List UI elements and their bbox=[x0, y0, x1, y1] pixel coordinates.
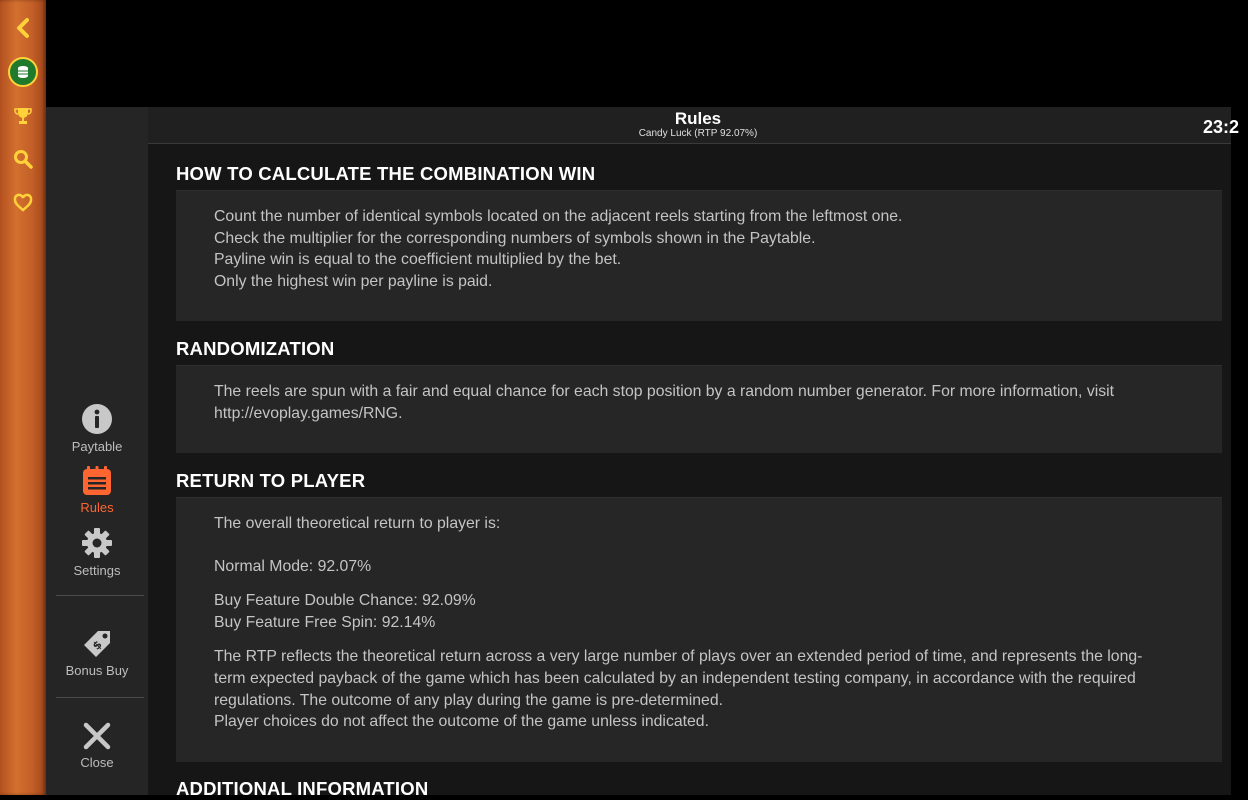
nav-item-bonus-buy[interactable] bbox=[46, 627, 148, 678]
section-box-combination bbox=[176, 190, 1222, 321]
nav-item-rules[interactable] bbox=[46, 466, 148, 515]
nav-label-rules: Rules bbox=[80, 500, 114, 515]
search-button[interactable] bbox=[0, 147, 46, 171]
search-icon bbox=[13, 149, 33, 169]
rules-panel bbox=[46, 107, 1240, 799]
combination-line: Payline win is equal to the coefficient multiplied by the bet. bbox=[214, 251, 622, 269]
rtp-normal-mode: Normal Mode: 92.07% bbox=[214, 557, 372, 575]
coin-stack-icon bbox=[8, 57, 38, 87]
section-heading-rtp: RETURN TO PLAYER bbox=[176, 470, 366, 491]
section-heading-combination: HOW TO CALCULATE THE COMBINATION WIN bbox=[176, 163, 596, 184]
nav-divider bbox=[56, 595, 144, 596]
nav-label-bonus-buy: Bonus Buy bbox=[65, 663, 129, 678]
price-tag-icon bbox=[80, 627, 114, 659]
page-title: Rules bbox=[674, 109, 722, 128]
rtp-buy-free-spin: Buy Feature Free Spin: 92.14% bbox=[214, 613, 436, 631]
close-icon bbox=[82, 721, 112, 751]
balance-button[interactable] bbox=[0, 55, 46, 89]
trophy-button[interactable] bbox=[0, 104, 46, 128]
nav-label-settings: Settings bbox=[73, 563, 121, 578]
rtp-note: Player choices do not affect the outcome of the game unless indicated. bbox=[214, 713, 709, 731]
page-subtitle: Candy Luck (RTP 92.07%) bbox=[638, 128, 758, 139]
combination-line: Count the number of identical symbols located on the adjacent reels starting from the leftmost one. bbox=[214, 208, 903, 225]
section-heading-additional: ADDITIONAL INFORMATION bbox=[176, 778, 429, 799]
trophy-icon bbox=[13, 106, 33, 126]
chevron-left-icon bbox=[14, 17, 32, 39]
back-button[interactable] bbox=[0, 14, 46, 42]
nav-item-settings[interactable] bbox=[46, 527, 148, 578]
section-box-rtp bbox=[176, 497, 1222, 762]
section-heading-randomization: RANDOMIZATION bbox=[176, 338, 335, 359]
favorites-button[interactable] bbox=[0, 191, 46, 215]
header-bar bbox=[148, 107, 1240, 144]
heart-icon bbox=[13, 194, 33, 212]
randomization-text: The reels are spun with a fair and equal chance for each stop position by a random number generator. For more information, visit http://evoplay.games/RNG. bbox=[214, 383, 1115, 422]
rules-content[interactable] bbox=[148, 144, 1231, 799]
rules-icon bbox=[82, 466, 112, 496]
side-nav bbox=[46, 107, 148, 795]
nav-label-paytable: Paytable bbox=[71, 439, 123, 454]
svg-text:$: $ bbox=[90, 638, 105, 653]
clock: 23:2 bbox=[1203, 117, 1240, 137]
combination-line: Only the highest win per payline is paid. bbox=[214, 272, 493, 290]
combination-line: Check the multiplier for the corresponding numbers of symbols shown in the Paytable. bbox=[214, 229, 816, 247]
section-box-randomization bbox=[176, 365, 1222, 453]
info-icon bbox=[81, 403, 113, 435]
side-rail bbox=[0, 0, 46, 795]
nav-item-close[interactable] bbox=[46, 721, 148, 770]
gear-icon bbox=[81, 527, 113, 559]
nav-divider bbox=[56, 697, 144, 698]
rtp-body: The RTP reflects the theoretical return across a very large number of plays over an extended period of time, and represents the long-term expected payback of the game which has been calculated by an independent testing company, in accordance with the required regulations. The outcome of any play during the game is pre-determined. bbox=[214, 648, 1143, 709]
rtp-intro: The overall theoretical return to player is: bbox=[214, 515, 501, 532]
rtp-buy-double-chance: Buy Feature Double Chance: 92.09% bbox=[214, 592, 476, 610]
nav-item-paytable[interactable] bbox=[46, 403, 148, 454]
nav-label-close: Close bbox=[80, 755, 114, 770]
